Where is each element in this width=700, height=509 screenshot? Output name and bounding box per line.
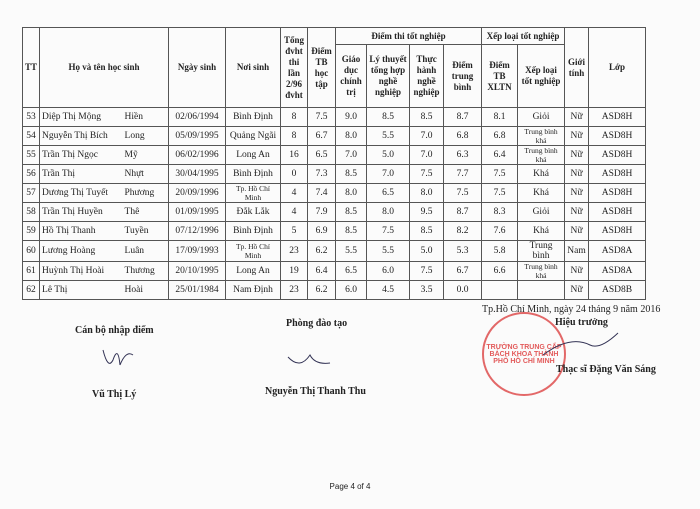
cell-politics: 7.0 xyxy=(336,146,367,165)
cell-tt: 61 xyxy=(23,262,40,281)
header-exam-avg: Điểm trung bình xyxy=(444,45,482,108)
cell-gpa: 6.2 xyxy=(308,281,336,300)
cell-theory: 5.0 xyxy=(367,146,410,165)
cell-tt: 58 xyxy=(23,203,40,222)
header-xltn: Điểm TB XLTN xyxy=(482,45,518,108)
header-pob: Nơi sinh xyxy=(226,28,281,108)
cell-credits: 8 xyxy=(281,108,308,127)
cell-gender: Nữ xyxy=(565,165,589,184)
cell-pob: Quảng Ngãi xyxy=(226,127,281,146)
signature-principal xyxy=(540,330,620,360)
cell-class: ASD8A xyxy=(589,262,646,281)
cell-pob: Tp. Hồ Chí Minh xyxy=(226,241,281,262)
entry-officer-name: Vũ Thị Lý xyxy=(92,389,137,400)
cell-theory: 8.5 xyxy=(367,108,410,127)
cell-surname: Trần Thị Ngọc xyxy=(40,146,123,165)
cell-pob: Bình Định xyxy=(226,222,281,241)
cell-theory: 7.5 xyxy=(367,222,410,241)
cell-xltn: 6.8 xyxy=(482,127,518,146)
header-exam-group: Điểm thi tốt nghiệp xyxy=(336,28,482,45)
cell-avg: 6.3 xyxy=(444,146,482,165)
cell-avg: 5.3 xyxy=(444,241,482,262)
cell-tt: 56 xyxy=(23,165,40,184)
header-gpa: Điểm TB học tập xyxy=(308,28,336,108)
header-credits: Tổng đvht thi lần 2/96 đvht xyxy=(281,28,308,108)
cell-gpa: 6.9 xyxy=(308,222,336,241)
cell-xltn: 5.8 xyxy=(482,241,518,262)
cell-rank: Trung bình khá xyxy=(518,262,565,281)
cell-avg: 8.2 xyxy=(444,222,482,241)
header-name: Họ và tên học sinh xyxy=(40,28,169,108)
cell-surname: Lương Hoàng xyxy=(40,241,123,262)
cell-practice: 8.5 xyxy=(410,222,444,241)
signature-entry-officer xyxy=(98,340,138,375)
header-politics: Giáo dục chính trị xyxy=(336,45,367,108)
cell-class: ASD8H xyxy=(589,184,646,203)
header-gender: Giới tính xyxy=(565,28,589,108)
cell-tt: 54 xyxy=(23,127,40,146)
cell-rank: Khá xyxy=(518,165,565,184)
cell-avg: 8.7 xyxy=(444,203,482,222)
cell-gpa: 7.9 xyxy=(308,203,336,222)
cell-credits: 4 xyxy=(281,203,308,222)
official-stamp: TRƯỜNG TRUNG CẤP BÁCH KHOA THÀNH PHỐ HỒ CHÍ MINH xyxy=(482,312,566,396)
cell-gpa: 6.2 xyxy=(308,241,336,262)
cell-tt: 53 xyxy=(23,108,40,127)
cell-credits: 4 xyxy=(281,184,308,203)
cell-rank: Giỏi xyxy=(518,203,565,222)
cell-surname: Trần Thị xyxy=(40,165,123,184)
cell-dob: 25/01/1984 xyxy=(169,281,226,300)
cell-surname: Lê Thị xyxy=(40,281,123,300)
cell-given: Thê xyxy=(123,203,169,222)
table-row xyxy=(23,222,646,241)
cell-practice: 7.5 xyxy=(410,262,444,281)
cell-theory: 4.5 xyxy=(367,281,410,300)
table-row xyxy=(23,127,646,146)
cell-class: ASD8H xyxy=(589,127,646,146)
cell-politics: 9.0 xyxy=(336,108,367,127)
cell-practice: 7.5 xyxy=(410,165,444,184)
cell-dob: 07/12/1996 xyxy=(169,222,226,241)
principal-title: Hiệu trưởng xyxy=(555,317,608,328)
cell-pob: Tp. Hồ Chí Minh xyxy=(226,184,281,203)
grades-table xyxy=(22,27,646,300)
cell-given: Thương xyxy=(123,262,169,281)
page-number: Page 4 of 4 xyxy=(329,482,371,491)
cell-gpa: 7.4 xyxy=(308,184,336,203)
cell-theory: 5.5 xyxy=(367,127,410,146)
cell-credits: 23 xyxy=(281,281,308,300)
cell-credits: 16 xyxy=(281,146,308,165)
cell-gender: Nữ xyxy=(565,184,589,203)
cell-rank: Khá xyxy=(518,222,565,241)
cell-gender: Nữ xyxy=(565,222,589,241)
cell-politics: 8.5 xyxy=(336,165,367,184)
cell-xltn xyxy=(482,281,518,300)
cell-class: ASD8A xyxy=(589,241,646,262)
table-row xyxy=(23,262,646,281)
cell-xltn: 6.4 xyxy=(482,146,518,165)
cell-dob: 20/09/1996 xyxy=(169,184,226,203)
cell-politics: 8.5 xyxy=(336,222,367,241)
cell-given: Hoài xyxy=(123,281,169,300)
cell-practice: 9.5 xyxy=(410,203,444,222)
cell-politics: 8.0 xyxy=(336,127,367,146)
cell-pob: Long An xyxy=(226,262,281,281)
cell-rank xyxy=(518,281,565,300)
cell-theory: 6.0 xyxy=(367,262,410,281)
cell-surname: Huỳnh Thị Hoài xyxy=(40,262,123,281)
cell-tt: 60 xyxy=(23,241,40,262)
cell-surname: Dương Thị Tuyết xyxy=(40,184,123,203)
table-row xyxy=(23,203,646,222)
cell-dob: 20/10/1995 xyxy=(169,262,226,281)
table-row xyxy=(23,146,646,165)
cell-given: Long xyxy=(123,127,169,146)
cell-practice: 5.0 xyxy=(410,241,444,262)
cell-class: ASD8H xyxy=(589,222,646,241)
cell-avg: 6.7 xyxy=(444,262,482,281)
cell-surname: Nguyễn Thị Bích xyxy=(40,127,123,146)
cell-avg: 7.7 xyxy=(444,165,482,184)
cell-pob: Nam Định xyxy=(226,281,281,300)
cell-surname: Diệp Thị Mộng xyxy=(40,108,123,127)
cell-avg: 0.0 xyxy=(444,281,482,300)
cell-given: Nhựt xyxy=(123,165,169,184)
cell-politics: 6.5 xyxy=(336,262,367,281)
header-dob: Ngày sinh xyxy=(169,28,226,108)
cell-pob: Bình Định xyxy=(226,165,281,184)
cell-credits: 8 xyxy=(281,127,308,146)
cell-politics: 8.0 xyxy=(336,184,367,203)
principal-name: Thạc sĩ Đặng Văn Sáng xyxy=(556,364,656,375)
cell-tt: 62 xyxy=(23,281,40,300)
cell-pob: Đắk Lắk xyxy=(226,203,281,222)
cell-credits: 23 xyxy=(281,241,308,262)
cell-class: ASD8H xyxy=(589,203,646,222)
cell-dob: 30/04/1995 xyxy=(169,165,226,184)
date-line: Tp.Hồ Chí Minh, ngày 24 tháng 9 năm 2016 xyxy=(482,304,661,315)
cell-theory: 6.5 xyxy=(367,184,410,203)
header-theory: Lý thuyết tổng hợp nghề nghiệp xyxy=(367,45,410,108)
table-row xyxy=(23,165,646,184)
cell-gpa: 6.5 xyxy=(308,146,336,165)
cell-class: ASD8H xyxy=(589,165,646,184)
cell-pob: Bình Định xyxy=(226,108,281,127)
table-row xyxy=(23,281,646,300)
table-row xyxy=(23,241,646,262)
cell-theory: 7.0 xyxy=(367,165,410,184)
cell-theory: 5.5 xyxy=(367,241,410,262)
training-dept-name: Nguyễn Thị Thanh Thu xyxy=(265,386,366,397)
cell-given: Hiền xyxy=(123,108,169,127)
cell-given: Phương xyxy=(123,184,169,203)
cell-practice: 7.0 xyxy=(410,146,444,165)
cell-gpa: 7.3 xyxy=(308,165,336,184)
header-tt: TT xyxy=(23,28,40,108)
cell-gender: Nam xyxy=(565,241,589,262)
cell-dob: 06/02/1996 xyxy=(169,146,226,165)
cell-pob: Long An xyxy=(226,146,281,165)
cell-given: Mỹ xyxy=(123,146,169,165)
cell-gpa: 6.7 xyxy=(308,127,336,146)
cell-rank: Trung bình khá xyxy=(518,127,565,146)
header-class: Lớp xyxy=(589,28,646,108)
cell-practice: 8.5 xyxy=(410,108,444,127)
cell-gender: Nữ xyxy=(565,203,589,222)
cell-credits: 0 xyxy=(281,165,308,184)
cell-practice: 3.5 xyxy=(410,281,444,300)
cell-dob: 01/09/1995 xyxy=(169,203,226,222)
cell-xltn: 8.3 xyxy=(482,203,518,222)
cell-tt: 55 xyxy=(23,146,40,165)
cell-surname: Trần Thị Huyền xyxy=(40,203,123,222)
cell-rank: Giỏi xyxy=(518,108,565,127)
cell-xltn: 7.5 xyxy=(482,165,518,184)
cell-tt: 57 xyxy=(23,184,40,203)
cell-theory: 8.0 xyxy=(367,203,410,222)
cell-class: ASD8H xyxy=(589,146,646,165)
cell-politics: 5.5 xyxy=(336,241,367,262)
cell-dob: 02/06/1994 xyxy=(169,108,226,127)
cell-dob: 05/09/1995 xyxy=(169,127,226,146)
cell-gender: Nữ xyxy=(565,262,589,281)
cell-practice: 8.0 xyxy=(410,184,444,203)
table-row xyxy=(23,184,646,203)
cell-dob: 17/09/1993 xyxy=(169,241,226,262)
header-rank-group: Xếp loại tốt nghiệp xyxy=(482,28,565,45)
cell-practice: 7.0 xyxy=(410,127,444,146)
cell-xltn: 6.6 xyxy=(482,262,518,281)
cell-gender: Nữ xyxy=(565,108,589,127)
cell-given: Tuyền xyxy=(123,222,169,241)
cell-surname: Hồ Thị Thanh xyxy=(40,222,123,241)
cell-given: Luân xyxy=(123,241,169,262)
cell-politics: 8.5 xyxy=(336,203,367,222)
cell-gender: Nữ xyxy=(565,146,589,165)
cell-xltn: 7.6 xyxy=(482,222,518,241)
cell-avg: 6.8 xyxy=(444,127,482,146)
cell-gender: Nữ xyxy=(565,281,589,300)
cell-rank: Trung bình khá xyxy=(518,146,565,165)
cell-class: ASD8B xyxy=(589,281,646,300)
cell-gender: Nữ xyxy=(565,127,589,146)
cell-credits: 19 xyxy=(281,262,308,281)
table-row xyxy=(23,108,646,127)
cell-avg: 7.5 xyxy=(444,184,482,203)
cell-credits: 5 xyxy=(281,222,308,241)
header-rank: Xếp loại tốt nghiệp xyxy=(518,45,565,108)
cell-gpa: 6.4 xyxy=(308,262,336,281)
cell-class: ASD8H xyxy=(589,108,646,127)
cell-politics: 6.0 xyxy=(336,281,367,300)
header-practice: Thực hành nghề nghiệp xyxy=(410,45,444,108)
cell-tt: 59 xyxy=(23,222,40,241)
cell-rank: Khá xyxy=(518,184,565,203)
cell-rank: Trung bình xyxy=(518,241,565,262)
cell-xltn: 8.1 xyxy=(482,108,518,127)
cell-xltn: 7.5 xyxy=(482,184,518,203)
entry-officer-title: Cán bộ nhập điểm xyxy=(75,325,154,336)
training-dept-title: Phòng đào tạo xyxy=(286,318,348,329)
signature-training-dept xyxy=(285,345,335,370)
cell-gpa: 7.5 xyxy=(308,108,336,127)
cell-avg: 8.7 xyxy=(444,108,482,127)
